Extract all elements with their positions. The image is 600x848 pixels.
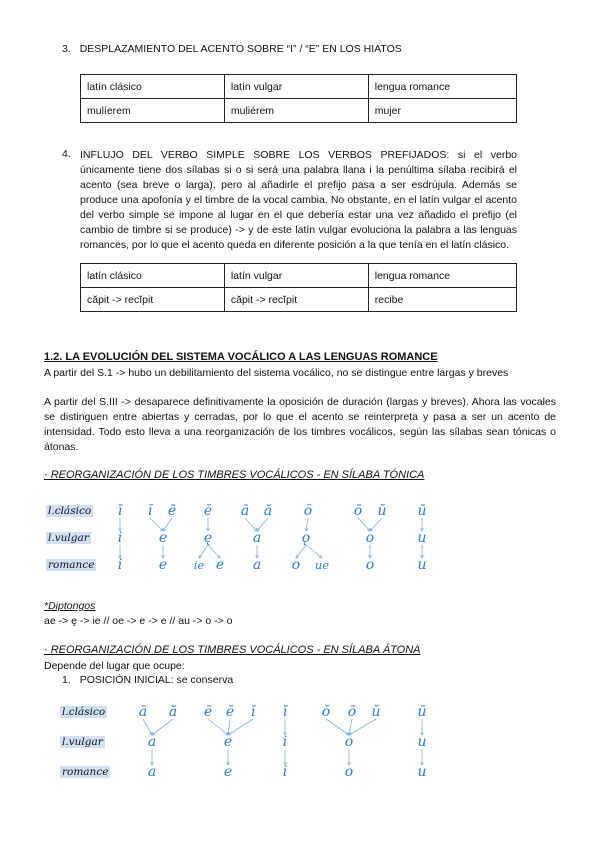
tonica-romance-vowel: u bbox=[417, 557, 427, 573]
evolution-arrow bbox=[326, 719, 349, 735]
tonica-classic-vowel: ō bbox=[353, 503, 363, 519]
atona-classic-vowel: ă bbox=[168, 704, 178, 720]
table-header-cell: latín clásico bbox=[81, 75, 225, 99]
atona-vulgar-vowel: a bbox=[147, 734, 157, 750]
table-cell: mulíerem bbox=[81, 99, 225, 123]
atona-vulgar-vowel: o bbox=[344, 734, 354, 750]
item-3-number: 3. bbox=[62, 43, 71, 55]
atona-vulgar-vowel: u bbox=[417, 734, 427, 750]
atona-romance-vowel: e bbox=[223, 764, 233, 780]
tonica-romance-vowel: ie bbox=[193, 558, 205, 572]
table-header-cell: latín vulgar bbox=[224, 264, 368, 288]
atona-romance-vowel: o bbox=[344, 764, 354, 780]
table-cell: mujer bbox=[368, 99, 516, 123]
evolution-arrow bbox=[228, 719, 253, 735]
table-cell: muliérem bbox=[224, 99, 368, 123]
tonica-romance-vowel: o bbox=[365, 557, 375, 573]
evolution-arrow bbox=[143, 719, 152, 735]
table-header-cell: lengua romance bbox=[368, 264, 516, 288]
section-para-1: A partir del S.1 -> hubo un debilitamiento del sistema vocálico, no se distingue entre largas y breves bbox=[44, 367, 509, 379]
section-para-2: A partir del S.III -> desaparece definitivamente la oposición de duración (largas y breves). Ahora las vocales se distinguen entre abiertas y cerradas, por lo que el acento se reinterpreta y pasa a ser un acento de intensidad. Todo esto lleva a una reorganización de los timbres vocálicos, según las sílabas sean tónicas o átonas. bbox=[44, 396, 556, 453]
table-header-cell: latín clásico bbox=[81, 264, 225, 288]
tonica-vulgar-vowel: a bbox=[252, 530, 262, 546]
tonica-label-vulgar: l.vulgar bbox=[48, 532, 89, 544]
diptongos-line: ae -> ę -> ie // oe -> e -> e // au -> o -> o bbox=[44, 615, 233, 627]
tonica-vulgar-vowel: ǫ bbox=[301, 530, 311, 546]
tonica-classic-vowel: ŭ bbox=[377, 503, 387, 519]
section-title: 1.2. LA EVOLUCIÓN DEL SISTEMA VOCÁLICO A LAS LENGUAS ROMANCE bbox=[44, 351, 438, 363]
item-4-text: INFLUJO DEL VERBO SIMPLE SOBRE LOS VERBOS PREFIJADOS: si el verbo únicamente tiene dos sílabas si o si será una palabra llana i la penúltima sílaba recibirá el acento (sea breve o larga), pero al añadirle el prefijo pasa a ser esdrújula. Además se produce una apofonía y el timbre de la vocal cambia. No obstante, en el latín vulgar el acento del verbo simple se impone al lugar en el que debería estar una vez añadido el prefijo (el cambio de timbre si se produce) -> y de este latín vulgar evoluciona la palabra a las lenguas romances, por lo que el acento queda en diferente posición a la que tenía en el latín clásico. bbox=[80, 149, 517, 251]
tonica-vulgar-vowel: e bbox=[158, 530, 168, 546]
tonica-vulgar-vowel: o bbox=[365, 530, 375, 546]
atona-vulgar-vowel: e bbox=[223, 734, 233, 750]
tonica-vulgar-vowel: i bbox=[117, 530, 123, 546]
diptongos-title: *Diptongos bbox=[44, 600, 96, 612]
table-cell: căpit -> recĭpit bbox=[81, 288, 225, 312]
atona-romance-vowel: a bbox=[147, 764, 157, 780]
tonica-classic-vowel: ă bbox=[263, 503, 273, 519]
tonica-classic-vowel: ā bbox=[240, 503, 250, 519]
tonica-romance-vowel: o bbox=[291, 557, 301, 573]
tonica-classic-vowel: ĭ bbox=[147, 503, 153, 519]
tonica-classic-vowel: ŏ bbox=[303, 503, 313, 519]
table-cell: recibe bbox=[368, 288, 516, 312]
atona-label-romance: romance bbox=[62, 766, 109, 778]
tonica-label-clasico: l.clásico bbox=[48, 505, 92, 517]
atona-classic-vowel: ū bbox=[417, 704, 427, 720]
tonica-classic-vowel: ĕ bbox=[203, 503, 213, 519]
table-header-cell: lengua romance bbox=[368, 75, 516, 99]
atona-vulgar-vowel: i bbox=[282, 734, 288, 750]
tonica-label-romance: romance bbox=[48, 559, 95, 571]
tonica-romance-vowel: e bbox=[215, 557, 225, 573]
atona-classic-vowel: ĭ bbox=[250, 704, 256, 720]
atona-classic-vowel: ŭ bbox=[371, 704, 381, 720]
atona-subtitle: Depende del lugar que ocupe: bbox=[44, 660, 185, 672]
tonica-title: · REORGANIZACIÓN DE LOS TIMBRES VOCÁLICOS - EN SÍLABA TÓNICA bbox=[44, 469, 425, 481]
tonica-romance-vowel: a bbox=[252, 557, 262, 573]
tonica-vulgar-vowel: ę bbox=[203, 530, 213, 546]
evolution-arrow bbox=[208, 719, 228, 735]
atona-item-text: POSICIÓN INICIAL: se conserva bbox=[79, 674, 234, 686]
atona-classic-vowel: ē bbox=[203, 704, 213, 720]
atona-classic-vowel: ĕ bbox=[225, 704, 235, 720]
atona-romance-vowel: i bbox=[282, 764, 288, 780]
tonica-romance-vowel: e bbox=[158, 557, 168, 573]
atona-classic-vowel: ō bbox=[347, 704, 357, 720]
tonica-vulgar-vowel: u bbox=[417, 530, 427, 546]
tonica-classic-vowel: ū bbox=[417, 503, 427, 519]
evolution-arrow bbox=[152, 719, 173, 735]
table-header-cell: latín vulgar bbox=[224, 75, 368, 99]
atona-item-number: 1. bbox=[62, 674, 71, 686]
table-cell: căpit -> recĭpit bbox=[224, 288, 368, 312]
item-3-heading: DESPLAZAMIENTO DEL ACENTO SOBRE “I” / “E” EN LOS HIATOS bbox=[79, 43, 402, 55]
evolution-arrow bbox=[349, 719, 376, 735]
atona-title: · REORGANIZACIÓN DE LOS TIMBRES VOCÁLICOS - EN SÍLABA ÁTONA bbox=[44, 644, 421, 656]
atona-classic-vowel: ī bbox=[282, 704, 288, 720]
atona-romance-vowel: u bbox=[417, 764, 427, 780]
atona-classic-vowel: ŏ bbox=[321, 704, 331, 720]
item-4-number: 4. bbox=[62, 148, 71, 160]
tonica-romance-vowel: i bbox=[117, 557, 123, 573]
atona-label-clasico: l.clásico bbox=[62, 706, 106, 718]
atona-label-vulgar: l.vulgar bbox=[62, 736, 103, 748]
tonica-romance-vowel: ue bbox=[314, 558, 330, 572]
tonica-classic-vowel: ī bbox=[117, 503, 123, 519]
tonica-classic-vowel: ē bbox=[167, 503, 177, 519]
atona-classic-vowel: ā bbox=[138, 704, 148, 720]
